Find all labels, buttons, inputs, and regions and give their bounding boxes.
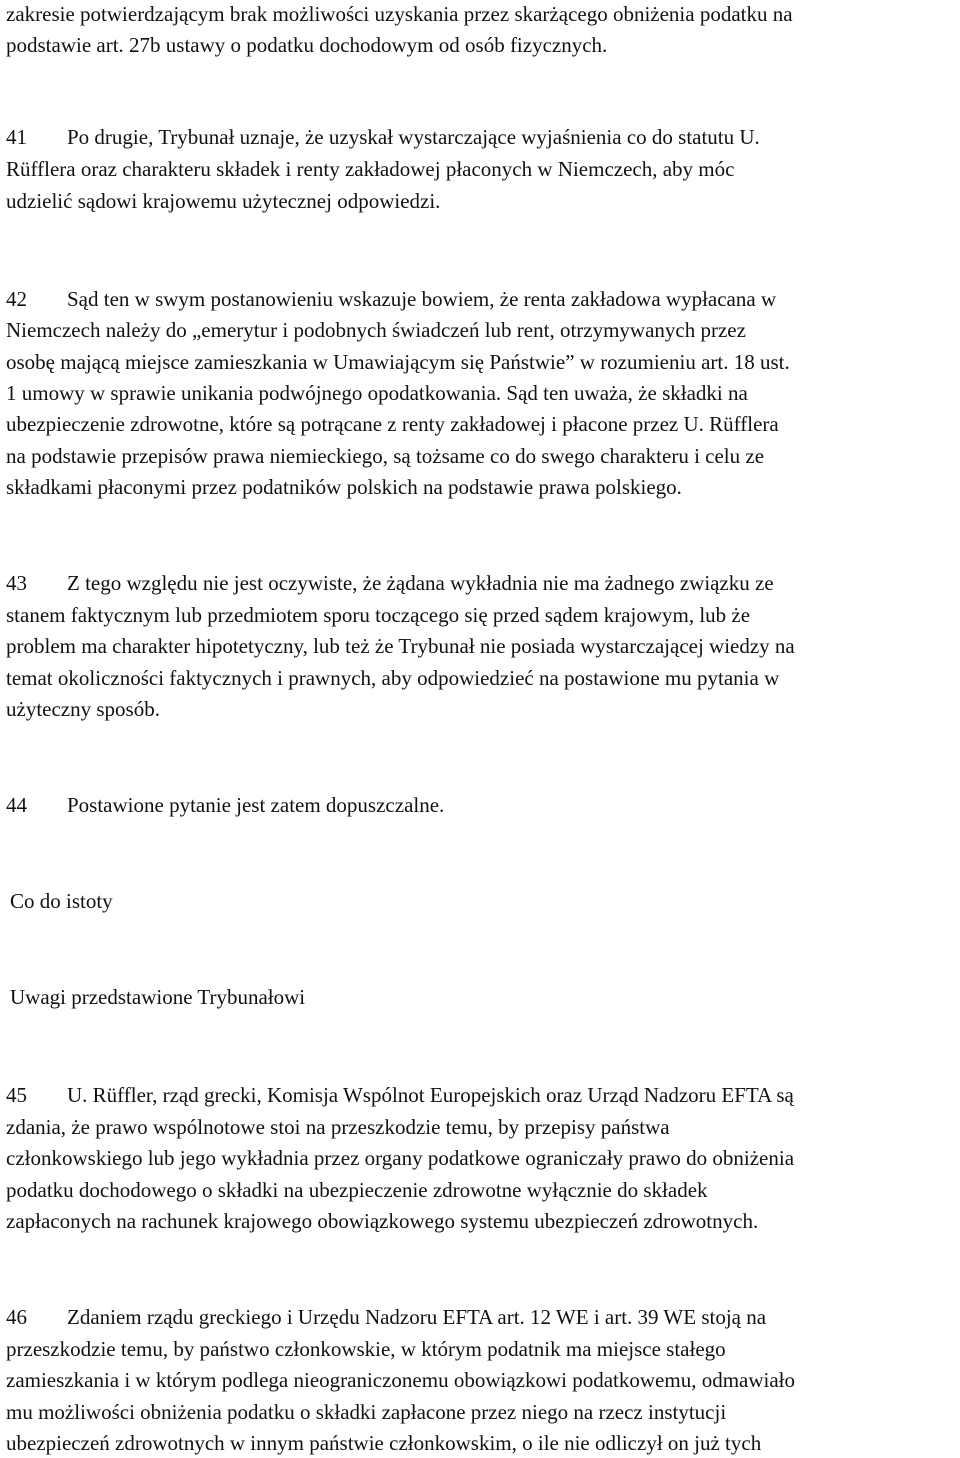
text-line: 1 umowy w sprawie unikania podwójnego opodatkowania. Sąd ten uważa, że składki na [6, 381, 748, 405]
paragraph-46-first-line [6, 1304, 766, 1330]
text-line: Sąd ten w swym postanowieniu wskazuje bowiem, że renta zakładowa wypłacana w [67, 287, 777, 311]
text-line: zdania, że prawo wspólnotowe stoi na przeszkodzie temu, by przepisy państwa [6, 1115, 670, 1139]
text-line: Niemczech należy do „emerytur i podobnych świadczeń lub rent, otrzymywanych przez [6, 318, 746, 342]
text-line: Postawione pytanie jest zatem dopuszczalne. [67, 793, 445, 817]
text-line: składkami płaconymi przez podatników polskich na podstawie prawa polskiego. [6, 475, 682, 499]
text-line: problem ma charakter hipotetyczny, lub też że Trybunał nie posiada wystarczającej wiedzy na [6, 634, 795, 658]
text-line: stanem faktycznym lub przedmiotem sporu toczącego się przed sądem krajowym, lub że [6, 603, 751, 627]
text-line: Z tego względu nie jest oczywiste, że żądana wykładnia nie ma żadnego związku ze [67, 571, 774, 595]
paragraph-number: 43 [6, 571, 27, 595]
text-line: ubezpieczenie zdrowotne, które są potrącane z renty zakładowej i płacone przez U. Rüfflera [6, 412, 779, 436]
text-line: mu możliwości obniżenia podatku o składki zapłacone przez niego na rzecz instytucji [6, 1400, 727, 1424]
text-line: Zdaniem rządu greckiego i Urzędu Nadzoru EFTA art. 12 WE i art. 39 WE stoją na [67, 1305, 767, 1329]
paragraph-number: 44 [6, 793, 27, 817]
text-line: zapłaconych na rachunek krajowego obowiązkowego systemu ubezpieczeń zdrowotnych. [6, 1209, 759, 1233]
text-line: osobę mającą miejsce zamieszkania w Umawiającym się Państwie” w rozumieniu art. 18 ust. [6, 350, 790, 374]
paragraph-45-first-line [6, 1082, 794, 1108]
text-line: użyteczny sposób. [6, 697, 160, 721]
text-line: Po drugie, Trybunał uznaje, że uzyskał wystarczające wyjaśnienia co do statutu U. [67, 125, 760, 149]
paragraph-number: 45 [6, 1083, 27, 1107]
paragraph-number: 46 [6, 1305, 27, 1329]
text-line: ubezpieczeń zdrowotnych w innym państwie członkowskim, o ile nie odliczył on już tych [6, 1431, 762, 1455]
text-line: temat okoliczności faktycznych i prawnych, aby odpowiedzieć na postawione mu pytania w [6, 666, 780, 690]
paragraph-41-first-line [6, 124, 760, 150]
paragraph-number: 42 [6, 287, 27, 311]
paragraph-44-first-line [6, 792, 444, 818]
section-subheading: Uwagi przedstawione Trybunałowi [10, 985, 306, 1009]
text-line: U. Rüffler, rząd grecki, Komisja Wspólnot Europejskich oraz Urząd Nadzoru EFTA są [67, 1083, 794, 1107]
section-heading: Co do istoty [10, 889, 113, 913]
paragraph-number: 41 [6, 125, 27, 149]
text-line: zakresie potwierdzającym brak możliwości uzyskania przez skarżącego obniżenia podatku na [6, 2, 793, 26]
text-line: podstawie art. 27b ustawy o podatku dochodowym od osób fizycznych. [6, 33, 608, 57]
paragraph-43-first-line [6, 570, 774, 596]
text-line: przeszkodzie temu, by państwo członkowskie, w którym podatnik ma miejsce stałego [6, 1337, 726, 1361]
text-line: podatku dochodowego o składki na ubezpieczenie zdrowotne wyłącznie do składek [6, 1178, 708, 1202]
text-line: na podstawie przepisów prawa niemieckiego, są tożsame co do swego charakteru i celu ze [6, 444, 765, 468]
text-line: Rüfflera oraz charakteru składek i renty zakładowej płaconych w Niemczech, aby móc [6, 157, 735, 181]
paragraph-42-first-line [6, 286, 776, 312]
text-line: zamieszkania i w którym podlega nieograniczonemu obowiązkowi podatkowemu, odmawiało [6, 1368, 796, 1392]
text-line: udzielić sądowi krajowemu użytecznej odpowiedzi. [6, 189, 441, 213]
text-line: członkowskiego lub jego wykładnia przez organy podatkowe ograniczały prawo do obniżenia [6, 1146, 795, 1170]
